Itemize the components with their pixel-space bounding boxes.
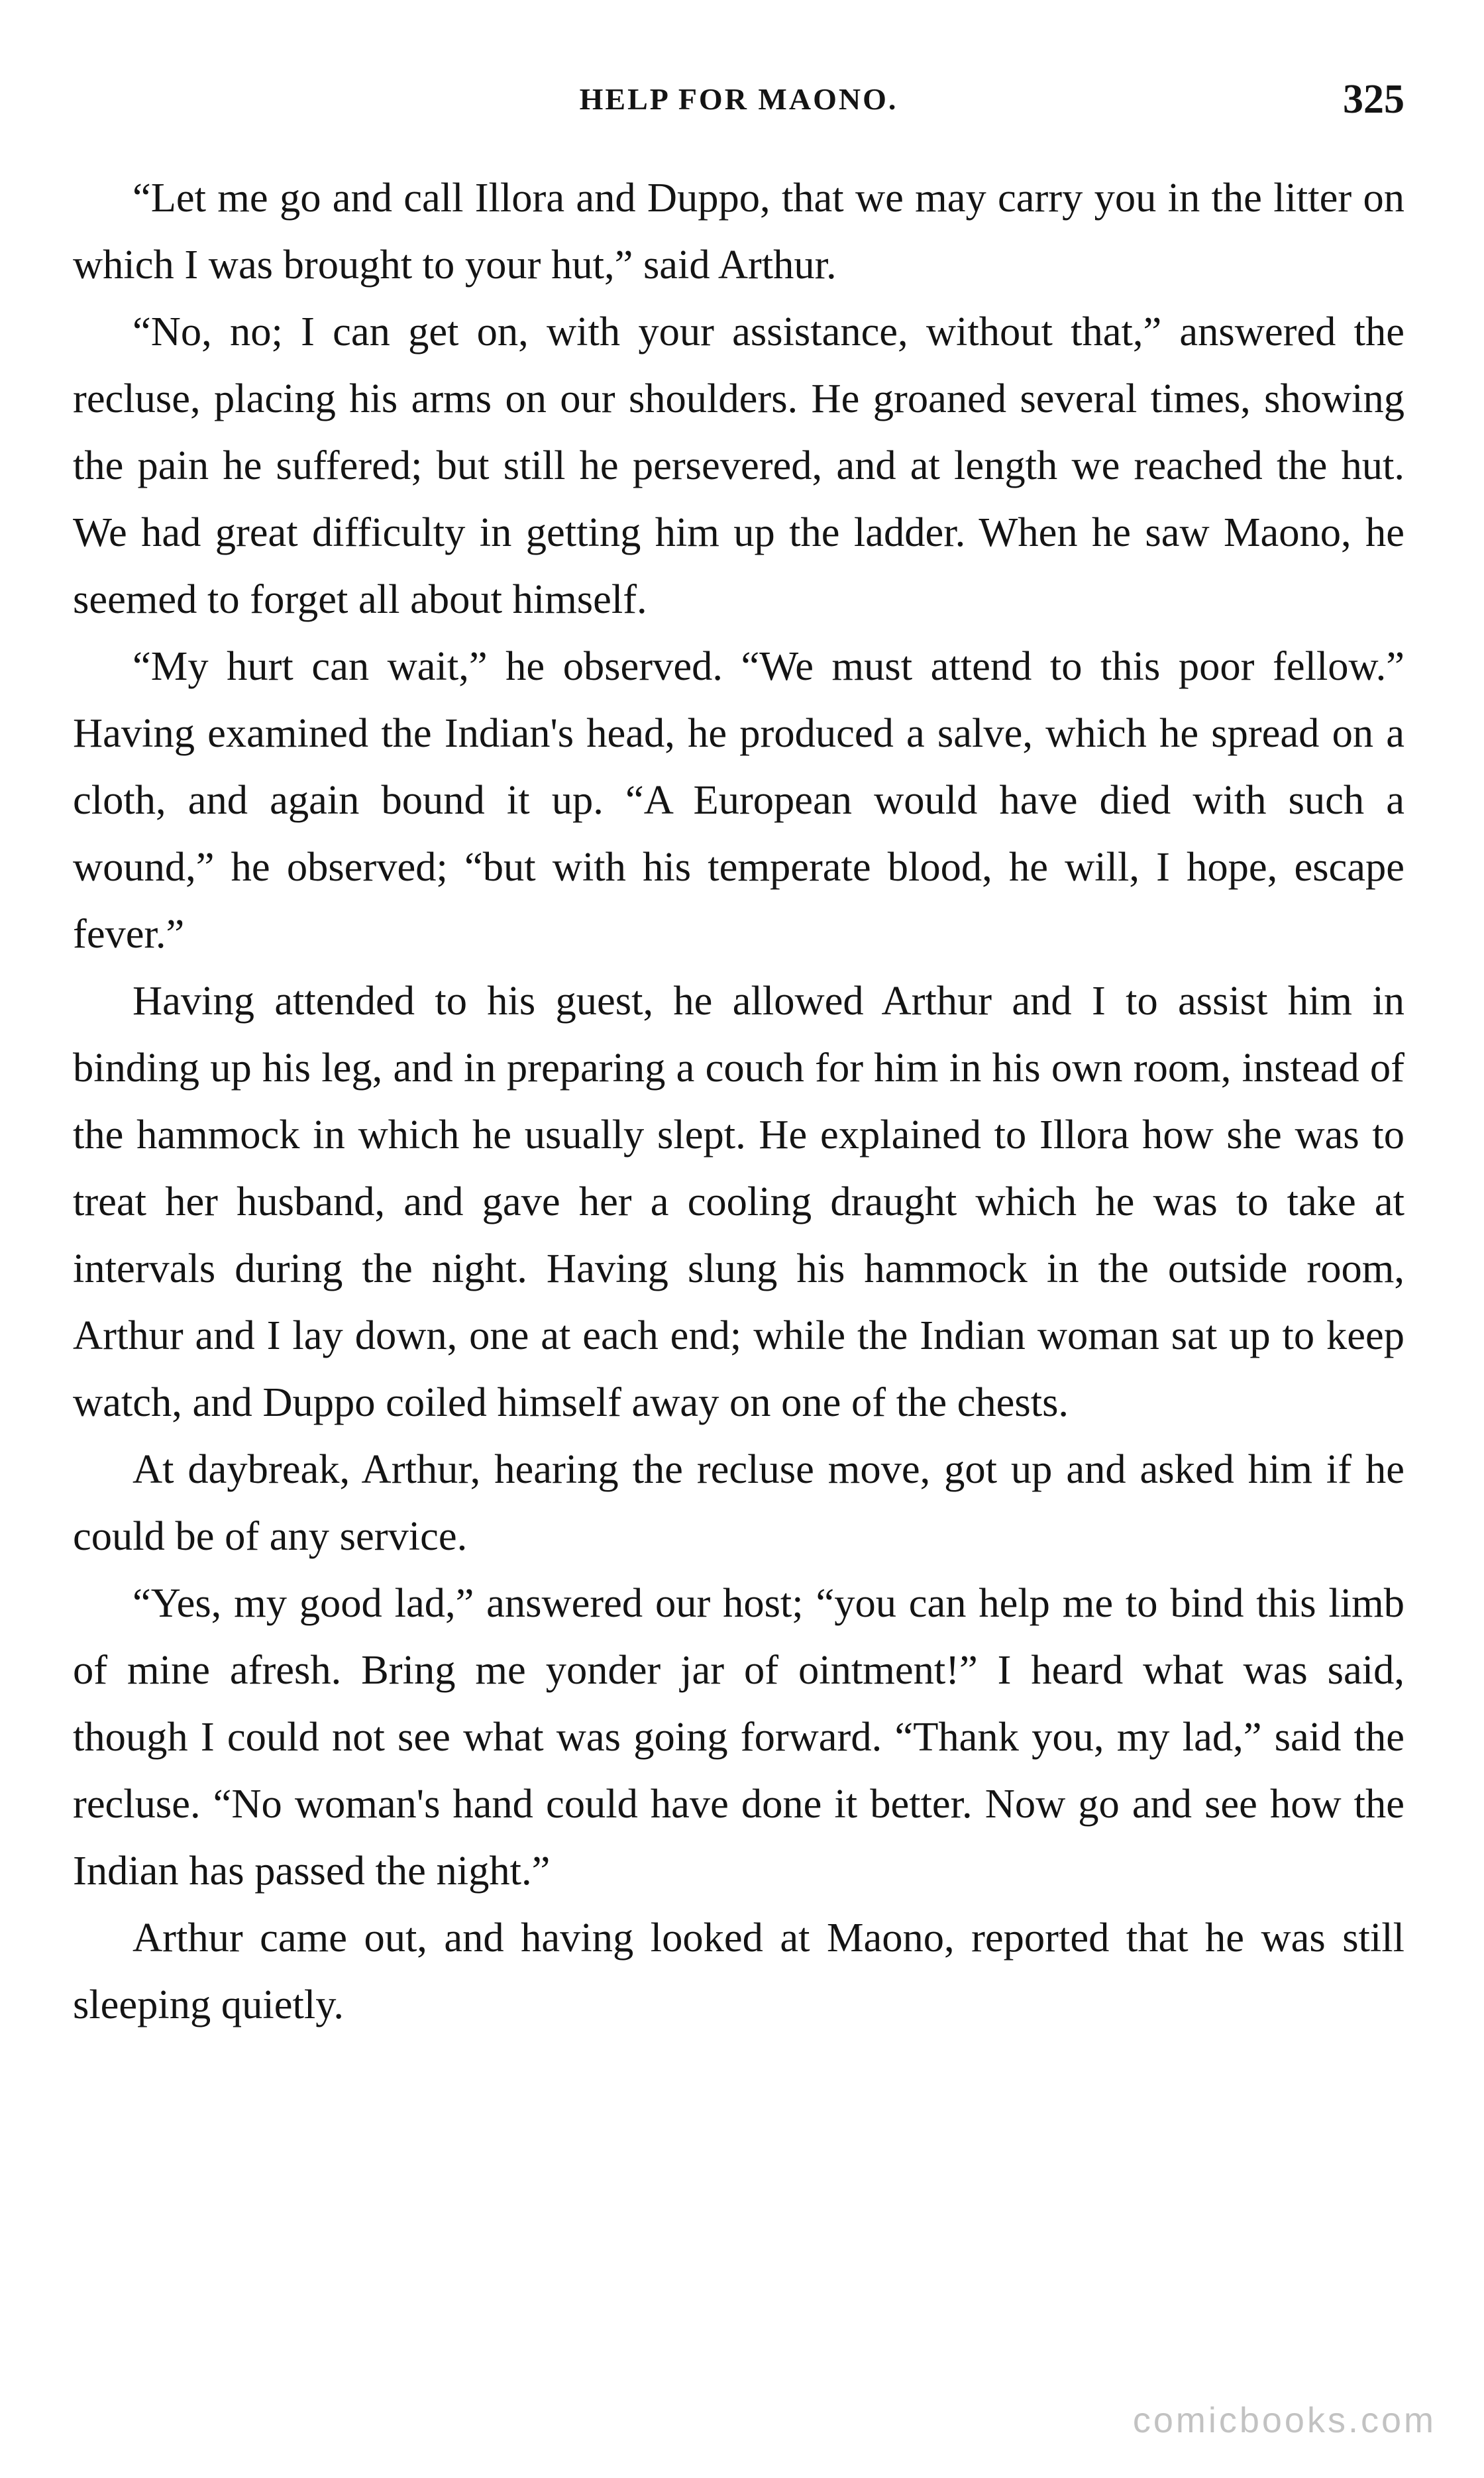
page-number: 325: [1343, 77, 1404, 122]
running-head: [73, 73, 1404, 126]
paragraph-7: Arthur came out, and having looked at Maono, reported that he was still sleeping quietly.: [73, 1914, 1404, 2027]
paragraph-5: At daybreak, Arthur, hearing the recluse move, got up and asked him if he could be of any service.: [73, 1446, 1404, 1559]
paragraph-3: “My hurt can wait,” he observed. “We must attend to this poor fellow.” Having examined the Indian's head, he produced a salve, which he spread on a cloth, and again bound it up. “A European would have died with such a wound,” he observed; “but with his temperate blood, he will, I hope, escape fever.”: [73, 643, 1404, 957]
paragraph-2: “No, no; I can get on, with your assistance, without that,” answered the recluse, placing his arms on our shoulders. He groaned several times, showing the pain he suffered; but still he persevered, and at length we reached the hut. We had great difficulty in getting him up the ladder. When he saw Maono, he seemed to forget all about himself.: [73, 308, 1404, 622]
paragraph-6: “Yes, my good lad,” answered our host; “you can help me to bind this limb of mine afresh. Bring me yonder jar of ointment!” I heard what was said, though I could not see what was going forward. “Thank you, my lad,” said the recluse. “No woman's hand could have done it better. Now go and see how the Indian has passed the night.”: [73, 1580, 1404, 1894]
body-text: [73, 164, 1404, 2038]
running-title: HELP FOR MAONO.: [579, 82, 898, 116]
watermark: comicbooks.com: [1132, 2400, 1436, 2440]
paragraph-1: “Let me go and call Illora and Duppo, that we may carry you in the litter on which I was brought to your hut,” said Arthur.: [73, 174, 1404, 288]
paragraph-4: Having attended to his guest, he allowed Arthur and I to assist him in binding up his leg, and in preparing a couch for him in his own room, instead of the hammock in which he usually slept. He explained to Illora how she was to treat her husband, and gave her a cooling draught which he was to take at intervals during the night. Having slung his hammock in the outside room, Arthur and I lay down, one at each end; while the Indian woman sat up to keep watch, and Duppo coiled himself away on one of the chests.: [73, 977, 1404, 1425]
